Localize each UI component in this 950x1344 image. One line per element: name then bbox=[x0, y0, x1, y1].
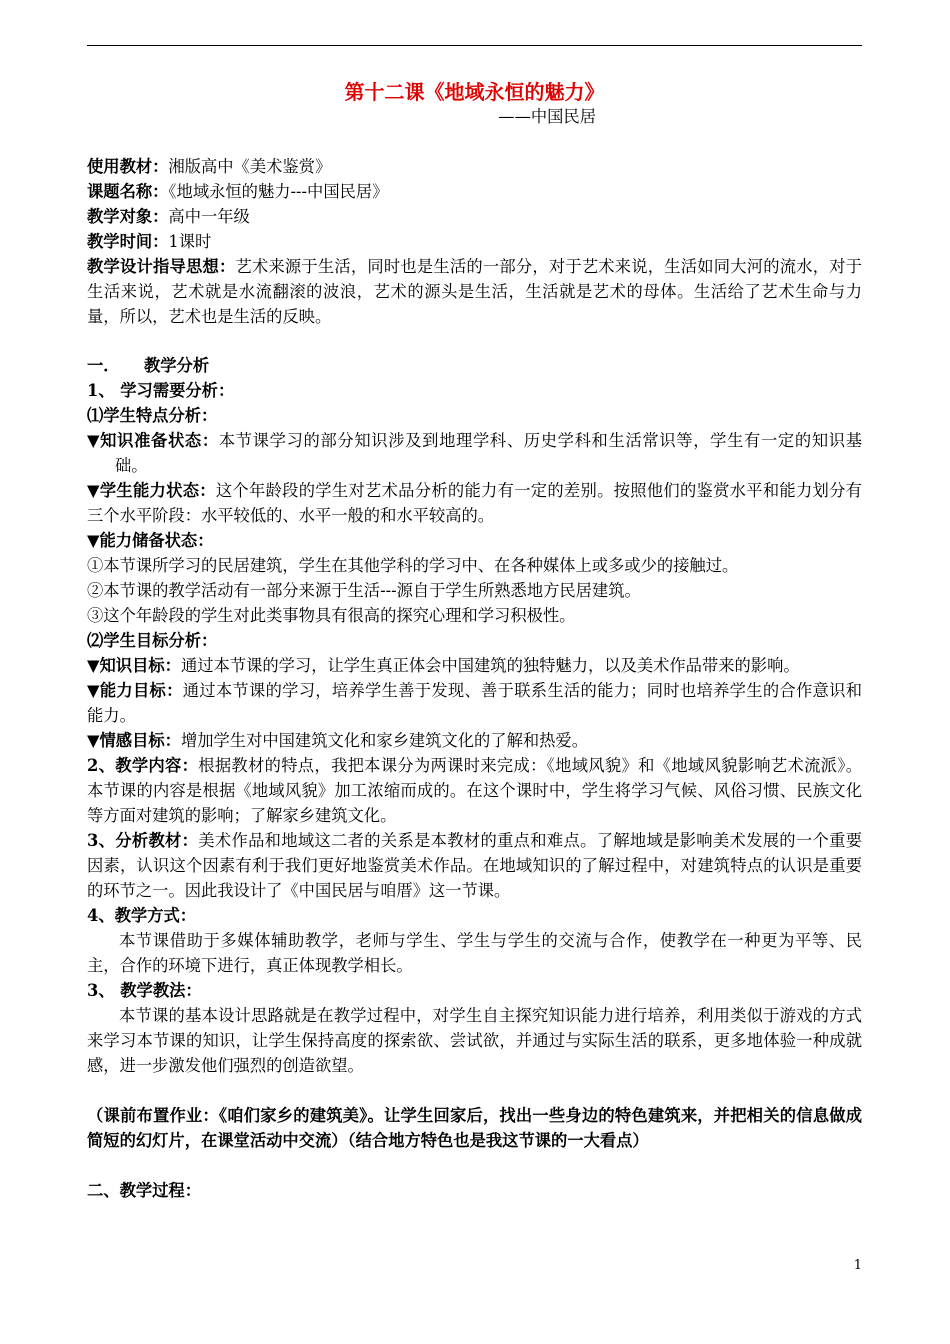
teaching-mode-heading: 4、教学方式： bbox=[87, 906, 197, 925]
teaching-method-heading: 3、 教学教法： bbox=[87, 981, 202, 1000]
goal-emotion-paragraph: ▼情感目标：增加学生对中国建筑文化和家乡建筑文化的了解和热爱。 bbox=[87, 731, 588, 750]
reserve-item-1: ①本节课所学习的民居建筑，学生在其他学科的学习中、在各种媒体上或多或少的接触过。 bbox=[87, 556, 739, 575]
info-line-material: 使用教材：湘版高中《美术鉴赏》 bbox=[87, 157, 332, 176]
section-2-heading: 二、教学过程： bbox=[87, 1181, 201, 1200]
reserve-item-2: ②本节课的教学活动有一部分来源于生活---源自于学生所熟悉地方民居建筑。 bbox=[87, 581, 641, 600]
page-title: 第十二课《地域永恒的魅力》 bbox=[344, 80, 605, 104]
homework-note: （课前布置作业：《咱们家乡的建筑美》。让学生回家后，找出一些身边的特色建筑来，并把相关的信息做成简短的幻灯片，在课堂活动中交流）（结合地方特色也是我这节课的一大看点） bbox=[87, 1106, 862, 1150]
goal-knowledge-paragraph: ▼知识目标：通过本节课的学习，让学生真正体会中国建筑的独特魅力，以及美术作品带来的影响。 bbox=[87, 656, 800, 675]
info-line-duration: 教学时间：1课时 bbox=[87, 232, 212, 251]
subsection-student-traits: ⑴学生特点分析： bbox=[87, 406, 218, 425]
subsection-student-goals: ⑵学生目标分析： bbox=[87, 631, 218, 650]
info-line-topic: 课题名称：《地域永恒的魅力---中国民居》 bbox=[87, 182, 389, 201]
page-number: 1 bbox=[853, 1258, 862, 1273]
header-rule bbox=[87, 45, 862, 46]
reserve-state-label: ▼能力储备状态： bbox=[87, 531, 214, 550]
info-line-audience: 教学对象：高中一年级 bbox=[87, 207, 250, 226]
document-page bbox=[87, 76, 862, 1203]
knowledge-state-paragraph: ▼知识准备状态：本节课学习的部分知识涉及到地理学科、历史学科和生活常识等，学生有一定的知识基础。 bbox=[87, 431, 862, 475]
goal-ability-paragraph: ▼能力目标：通过本节课的学习，培养学生善于发现、善于联系生活的能力；同时也培养学生的合作意识和能力。 bbox=[87, 681, 862, 725]
section-1-heading: 一． 教学分析 bbox=[87, 356, 210, 375]
subsection-learning-needs: 1、 学习需要分析： bbox=[87, 381, 235, 400]
guide-paragraph: 教学设计指导思想：艺术来源于生活，同时也是生活的一部分，对于艺术来说，生活如同大河的流水，对于生活来说，艺术就是水流翻滚的波浪，艺术的源头是生活，生活就是艺术的母体。生活给了艺术生命与力量，所以，艺术也是生活的反映。 bbox=[87, 257, 862, 326]
textbook-analysis-paragraph: 3、分析教材：美术作品和地域这二者的关系是本教材的重点和难点。了解地域是影响美术发展的一个重要因素，认识这个因素有利于我们更好地鉴赏美术作品。在地域知识的了解过程中，对建筑特点的认识是重要的环节之一。因此我设计了《中国民居与咱厝》这一节课。 bbox=[87, 831, 862, 900]
teaching-content-paragraph: 2、教学内容：根据教材的特点，我把本课分为两课时来完成：《地域风貌》和《地域风貌影响艺术流派》。本节课的内容是根据《地域风貌》加工浓缩而成的。在这个课时中，学生将学习气候、风俗习惯、民族文化等方面对建筑的影响；了解家乡建筑文化。 bbox=[87, 756, 862, 825]
ability-state-paragraph: ▼学生能力状态：这个年龄段的学生对艺术品分析的能力有一定的差别。按照他们的鉴赏水平和能力划分有三个水平阶段：水平较低的、水平一般的和水平较高的。 bbox=[87, 481, 862, 525]
teaching-mode-paragraph: 本节课借助于多媒体辅助教学，老师与学生、学生与学生的交流与合作，使教学在一种更为平等、民主，合作的环境下进行，真正体现教学相长。 bbox=[87, 931, 862, 975]
reserve-item-3: ③这个年龄段的学生对此类事物具有很高的探究心理和学习积极性。 bbox=[87, 606, 576, 625]
page-subtitle: ——中国民居 bbox=[498, 107, 596, 126]
teaching-method-paragraph: 本节课的基本设计思路就是在教学过程中，对学生自主探究知识能力进行培养，利用类似于游戏的方式来学习本节课的知识，让学生保持高度的探索欲、尝试欲，并通过与实际生活的联系，更多地体验一种成就感，进一步激发他们强烈的创造欲望。 bbox=[87, 1006, 862, 1075]
